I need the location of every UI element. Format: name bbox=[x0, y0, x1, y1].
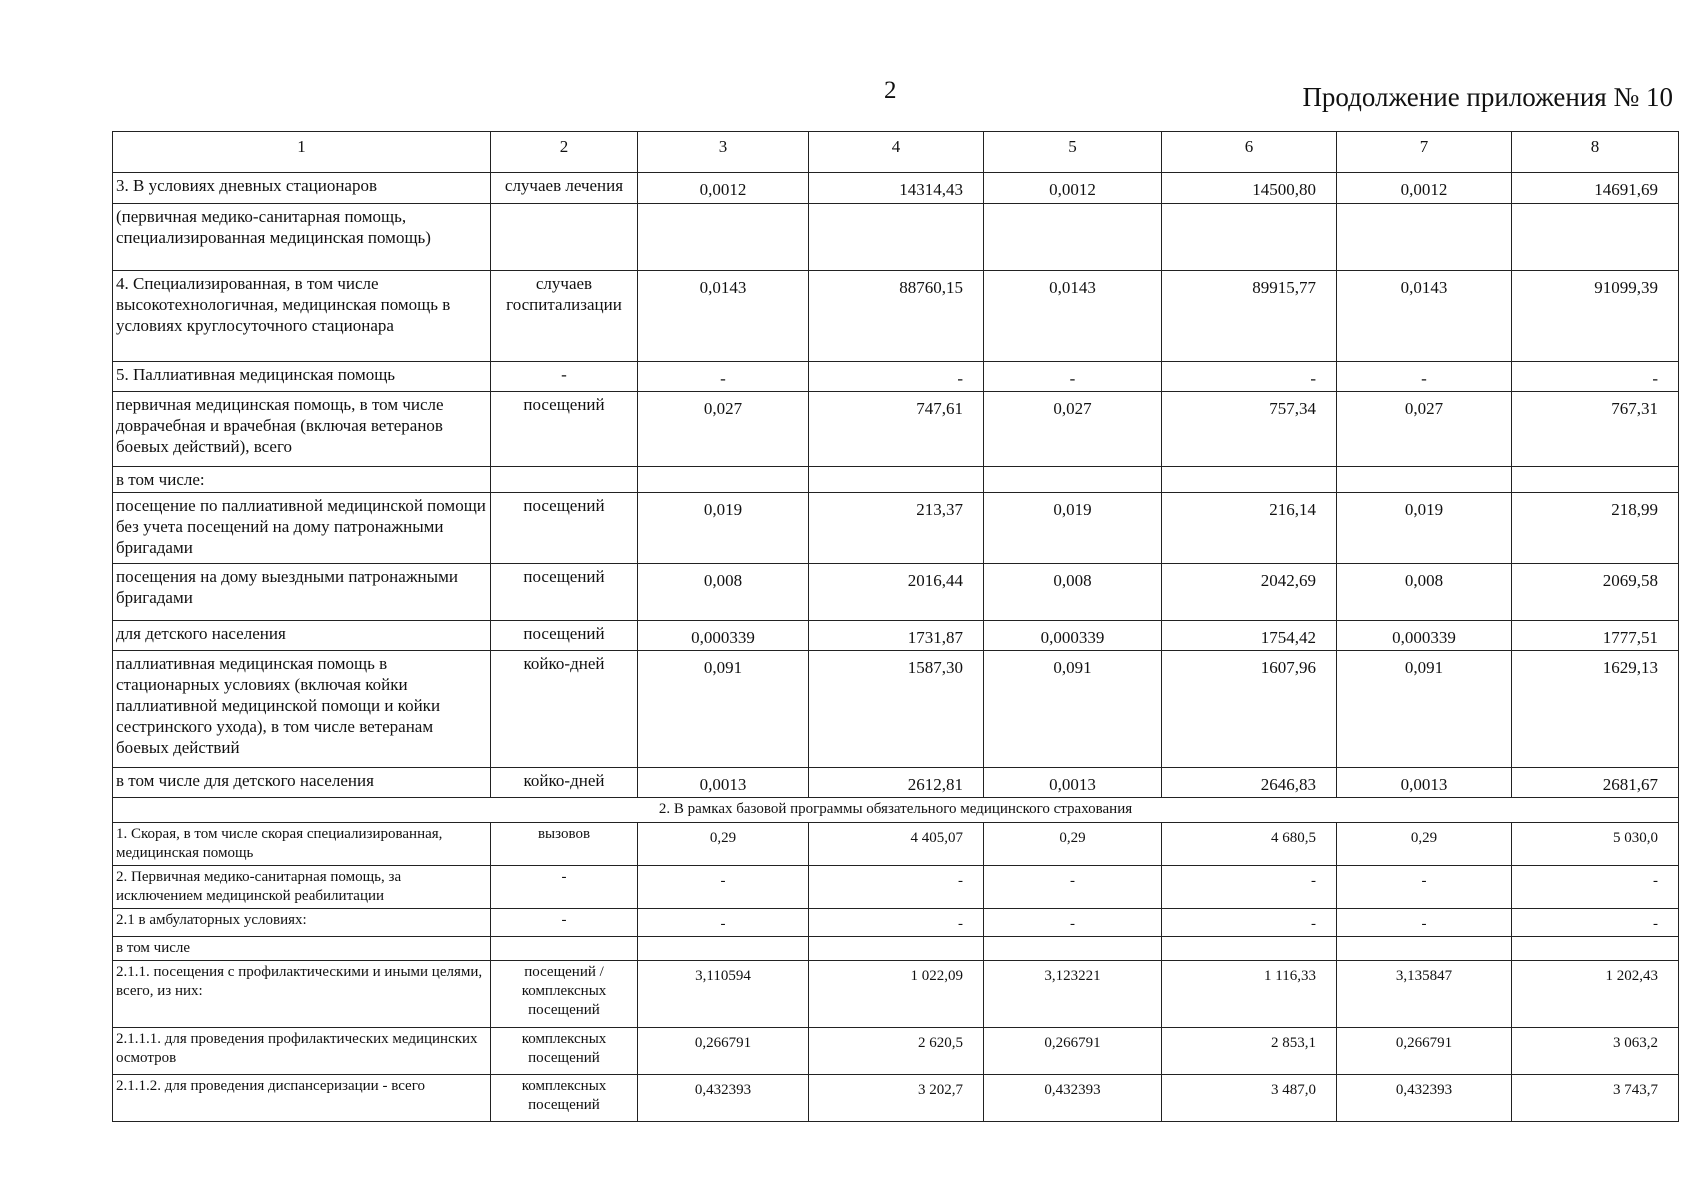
cost-value-cell: 2042,69 bbox=[1162, 564, 1337, 621]
cost-value-cell: 2681,67 bbox=[1512, 768, 1679, 798]
cost-value-cell: 2646,83 bbox=[1162, 768, 1337, 798]
norm-value-cell: 0,091 bbox=[984, 651, 1162, 768]
unit-cell: - bbox=[491, 362, 638, 392]
table-row bbox=[113, 493, 1679, 564]
norm-value-cell: - bbox=[984, 866, 1162, 909]
table-row bbox=[113, 271, 1679, 362]
norm-value-cell: - bbox=[638, 909, 809, 937]
header-row bbox=[113, 132, 1679, 173]
cost-value-cell bbox=[809, 204, 984, 271]
norm-value-cell: 0,0143 bbox=[984, 271, 1162, 362]
cost-value-cell bbox=[1512, 937, 1679, 961]
row-label-cell: первичная медицинская помощь, в том числе доврачебная и врачебная (включая ветеранов боевых действий), всего bbox=[113, 392, 491, 467]
cost-value-cell bbox=[1162, 467, 1337, 493]
cost-value-cell: 1607,96 bbox=[1162, 651, 1337, 768]
cost-value-cell: 88760,15 bbox=[809, 271, 984, 362]
table-row bbox=[113, 823, 1679, 866]
norm-value-cell: 0,0012 bbox=[1337, 173, 1512, 204]
row-label-cell: посещение по паллиативной медицинской помощи без учета посещений на дому патронажными бригадами bbox=[113, 493, 491, 564]
cost-value-cell bbox=[809, 937, 984, 961]
norm-value-cell: 0,0012 bbox=[638, 173, 809, 204]
cost-value-cell: 1 022,09 bbox=[809, 961, 984, 1028]
cost-value-cell: 767,31 bbox=[1512, 392, 1679, 467]
cost-value-cell bbox=[1162, 204, 1337, 271]
unit-cell: посещений bbox=[491, 493, 638, 564]
cost-value-cell: 757,34 bbox=[1162, 392, 1337, 467]
cost-value-cell: 2 853,1 bbox=[1162, 1028, 1337, 1075]
cost-value-cell: 2016,44 bbox=[809, 564, 984, 621]
unit-cell: - bbox=[491, 866, 638, 909]
table-row bbox=[113, 173, 1679, 204]
unit-cell bbox=[491, 937, 638, 961]
unit-cell: посещений bbox=[491, 392, 638, 467]
cost-value-cell: 1 202,43 bbox=[1512, 961, 1679, 1028]
row-label-cell: 2.1 в амбулаторных условиях: bbox=[113, 909, 491, 937]
norm-value-cell: - bbox=[638, 866, 809, 909]
row-label-cell: в том числе для детского населения bbox=[113, 768, 491, 798]
norm-value-cell bbox=[984, 467, 1162, 493]
cost-value-cell: - bbox=[1162, 909, 1337, 937]
unit-cell: посещений /комплексных посещений bbox=[491, 961, 638, 1028]
header-cell: 3 bbox=[638, 132, 809, 173]
table-row bbox=[113, 866, 1679, 909]
row-label-cell: 2.1.1. посещения с профилактическими и иными целями, всего, из них: bbox=[113, 961, 491, 1028]
cost-value-cell bbox=[809, 467, 984, 493]
cost-value-cell: - bbox=[1512, 866, 1679, 909]
cost-value-cell: 14314,43 bbox=[809, 173, 984, 204]
annex-table-wrapper bbox=[112, 131, 1678, 1122]
table-row bbox=[113, 768, 1679, 798]
norm-value-cell: 0,0012 bbox=[984, 173, 1162, 204]
cost-value-cell: 3 202,7 bbox=[809, 1075, 984, 1122]
cost-value-cell: 1754,42 bbox=[1162, 621, 1337, 651]
table-row bbox=[113, 621, 1679, 651]
norm-value-cell bbox=[984, 937, 1162, 961]
cost-value-cell: - bbox=[1162, 866, 1337, 909]
unit-cell: случаев лечения bbox=[491, 173, 638, 204]
cost-value-cell: 91099,39 bbox=[1512, 271, 1679, 362]
norm-value-cell: 3,123221 bbox=[984, 961, 1162, 1028]
table-row bbox=[113, 467, 1679, 493]
header-cell: 8 bbox=[1512, 132, 1679, 173]
norm-value-cell: 0,000339 bbox=[1337, 621, 1512, 651]
cost-value-cell: 14500,80 bbox=[1162, 173, 1337, 204]
cost-value-cell: 1777,51 bbox=[1512, 621, 1679, 651]
cost-value-cell: - bbox=[1512, 909, 1679, 937]
norm-value-cell bbox=[1337, 204, 1512, 271]
cost-value-cell: 3 063,2 bbox=[1512, 1028, 1679, 1075]
cost-value-cell: 3 487,0 bbox=[1162, 1075, 1337, 1122]
norm-value-cell: 0,432393 bbox=[1337, 1075, 1512, 1122]
cost-value-cell: 1731,87 bbox=[809, 621, 984, 651]
norm-value-cell: 0,432393 bbox=[984, 1075, 1162, 1122]
norm-value-cell: 0,0013 bbox=[638, 768, 809, 798]
table-row bbox=[113, 362, 1679, 392]
cost-value-cell: 14691,69 bbox=[1512, 173, 1679, 204]
row-label-cell: 4. Специализированная, в том числе высокотехнологичная, медицинская помощь в условиях круглосуточного стационара bbox=[113, 271, 491, 362]
row-label-cell: посещения на дому выездными патронажными бригадами bbox=[113, 564, 491, 621]
norm-value-cell: 0,008 bbox=[984, 564, 1162, 621]
norm-value-cell: 0,29 bbox=[984, 823, 1162, 866]
header-cell: 5 bbox=[984, 132, 1162, 173]
cost-value-cell bbox=[1162, 937, 1337, 961]
cost-value-cell: 89915,77 bbox=[1162, 271, 1337, 362]
cost-value-cell: 213,37 bbox=[809, 493, 984, 564]
row-label-cell: 5. Паллиативная медицинская помощь bbox=[113, 362, 491, 392]
unit-cell: койко-дней bbox=[491, 651, 638, 768]
row-label-cell: 2. Первичная медико-санитарная помощь, за исключением медицинской реабилитации bbox=[113, 866, 491, 909]
header-cell: 2 bbox=[491, 132, 638, 173]
row-label-cell: 3. В условиях дневных стационаров bbox=[113, 173, 491, 204]
unit-cell: посещений bbox=[491, 621, 638, 651]
header-cell: 4 bbox=[809, 132, 984, 173]
norm-value-cell: 0,027 bbox=[984, 392, 1162, 467]
norm-value-cell: 0,008 bbox=[638, 564, 809, 621]
row-label-cell: 2.1.1.1. для проведения профилактических медицинских осмотров bbox=[113, 1028, 491, 1075]
table-row bbox=[113, 937, 1679, 961]
norm-value-cell: 0,027 bbox=[1337, 392, 1512, 467]
norm-value-cell bbox=[984, 204, 1162, 271]
norm-value-cell: - bbox=[1337, 362, 1512, 392]
norm-value-cell: 0,0013 bbox=[984, 768, 1162, 798]
norm-value-cell: 0,091 bbox=[1337, 651, 1512, 768]
cost-value-cell bbox=[1512, 204, 1679, 271]
page-number: 2 bbox=[884, 77, 897, 104]
cost-value-cell: 2612,81 bbox=[809, 768, 984, 798]
norm-value-cell: 0,027 bbox=[638, 392, 809, 467]
norm-value-cell: 0,019 bbox=[984, 493, 1162, 564]
table-row bbox=[113, 961, 1679, 1028]
cost-value-cell: - bbox=[809, 909, 984, 937]
row-label-cell: 1. Скорая, в том числе скорая специализированная, медицинская помощь bbox=[113, 823, 491, 866]
norm-value-cell: 0,0143 bbox=[638, 271, 809, 362]
row-label-cell: для детского населения bbox=[113, 621, 491, 651]
unit-cell: комплексных посещений bbox=[491, 1028, 638, 1075]
cost-value-cell: 1 116,33 bbox=[1162, 961, 1337, 1028]
norm-value-cell: 0,019 bbox=[638, 493, 809, 564]
norm-value-cell: - bbox=[984, 909, 1162, 937]
norm-value-cell bbox=[638, 937, 809, 961]
table-row bbox=[113, 651, 1679, 768]
header-cell: 1 bbox=[113, 132, 491, 173]
cost-value-cell: 218,99 bbox=[1512, 493, 1679, 564]
norm-value-cell: 0,29 bbox=[638, 823, 809, 866]
norm-value-cell: 0,000339 bbox=[638, 621, 809, 651]
row-label-cell: паллиативная медицинская помощь в стационарных условиях (включая койки паллиативной медицинской помощи и койки сестринского ухода), в том числе ветеранам боевых действий bbox=[113, 651, 491, 768]
norm-value-cell: 0,266791 bbox=[1337, 1028, 1512, 1075]
cost-value-cell: - bbox=[1162, 362, 1337, 392]
norm-value-cell: 0,0143 bbox=[1337, 271, 1512, 362]
table-row bbox=[113, 204, 1679, 271]
cost-value-cell bbox=[1512, 467, 1679, 493]
unit-cell: койко-дней bbox=[491, 768, 638, 798]
norm-value-cell: 0,0013 bbox=[1337, 768, 1512, 798]
norm-value-cell bbox=[1337, 937, 1512, 961]
continuation-title: Продолжение приложения № 10 bbox=[1302, 82, 1673, 112]
cost-value-cell: 3 743,7 bbox=[1512, 1075, 1679, 1122]
table-row bbox=[113, 1075, 1679, 1122]
section-title-row bbox=[113, 798, 1679, 823]
unit-cell bbox=[491, 467, 638, 493]
norm-value-cell: - bbox=[1337, 909, 1512, 937]
norm-value-cell bbox=[1337, 467, 1512, 493]
cost-value-cell: - bbox=[809, 362, 984, 392]
unit-cell: комплексных посещений bbox=[491, 1075, 638, 1122]
table-row bbox=[113, 909, 1679, 937]
norm-value-cell: 0,008 bbox=[1337, 564, 1512, 621]
annex-table bbox=[112, 131, 1679, 1122]
norm-value-cell bbox=[638, 204, 809, 271]
norm-value-cell: 0,432393 bbox=[638, 1075, 809, 1122]
cost-value-cell: - bbox=[809, 866, 984, 909]
row-label-cell: в том числе bbox=[113, 937, 491, 961]
norm-value-cell bbox=[638, 467, 809, 493]
header-cell: 6 bbox=[1162, 132, 1337, 173]
unit-cell bbox=[491, 204, 638, 271]
unit-cell: вызовов bbox=[491, 823, 638, 866]
norm-value-cell: 0,091 bbox=[638, 651, 809, 768]
row-label-cell: (первичная медико-санитарная помощь, специализированная медицинская помощь) bbox=[113, 204, 491, 271]
table-row bbox=[113, 564, 1679, 621]
norm-value-cell: - bbox=[638, 362, 809, 392]
table-row bbox=[113, 1028, 1679, 1075]
cost-value-cell: 2069,58 bbox=[1512, 564, 1679, 621]
cost-value-cell: 4 405,07 bbox=[809, 823, 984, 866]
norm-value-cell: 0,000339 bbox=[984, 621, 1162, 651]
cost-value-cell: 216,14 bbox=[1162, 493, 1337, 564]
cost-value-cell: 5 030,0 bbox=[1512, 823, 1679, 866]
norm-value-cell: 3,110594 bbox=[638, 961, 809, 1028]
section-2-title: 2. В рамках базовой программы обязательного медицинского страхования bbox=[113, 798, 1679, 823]
cost-value-cell: 4 680,5 bbox=[1162, 823, 1337, 866]
norm-value-cell: 0,019 bbox=[1337, 493, 1512, 564]
table-row bbox=[113, 392, 1679, 467]
cost-value-cell: 1629,13 bbox=[1512, 651, 1679, 768]
unit-cell: - bbox=[491, 909, 638, 937]
cost-value-cell: 1587,30 bbox=[809, 651, 984, 768]
norm-value-cell: 0,266791 bbox=[984, 1028, 1162, 1075]
row-label-cell: в том числе: bbox=[113, 467, 491, 493]
unit-cell: случаев госпитализации bbox=[491, 271, 638, 362]
norm-value-cell: 0,29 bbox=[1337, 823, 1512, 866]
row-label-cell: 2.1.1.2. для проведения диспансеризации - всего bbox=[113, 1075, 491, 1122]
cost-value-cell: 2 620,5 bbox=[809, 1028, 984, 1075]
header-cell: 7 bbox=[1337, 132, 1512, 173]
unit-cell: посещений bbox=[491, 564, 638, 621]
cost-value-cell: - bbox=[1512, 362, 1679, 392]
norm-value-cell: 0,266791 bbox=[638, 1028, 809, 1075]
norm-value-cell: 3,135847 bbox=[1337, 961, 1512, 1028]
cost-value-cell: 747,61 bbox=[809, 392, 984, 467]
norm-value-cell: - bbox=[984, 362, 1162, 392]
norm-value-cell: - bbox=[1337, 866, 1512, 909]
